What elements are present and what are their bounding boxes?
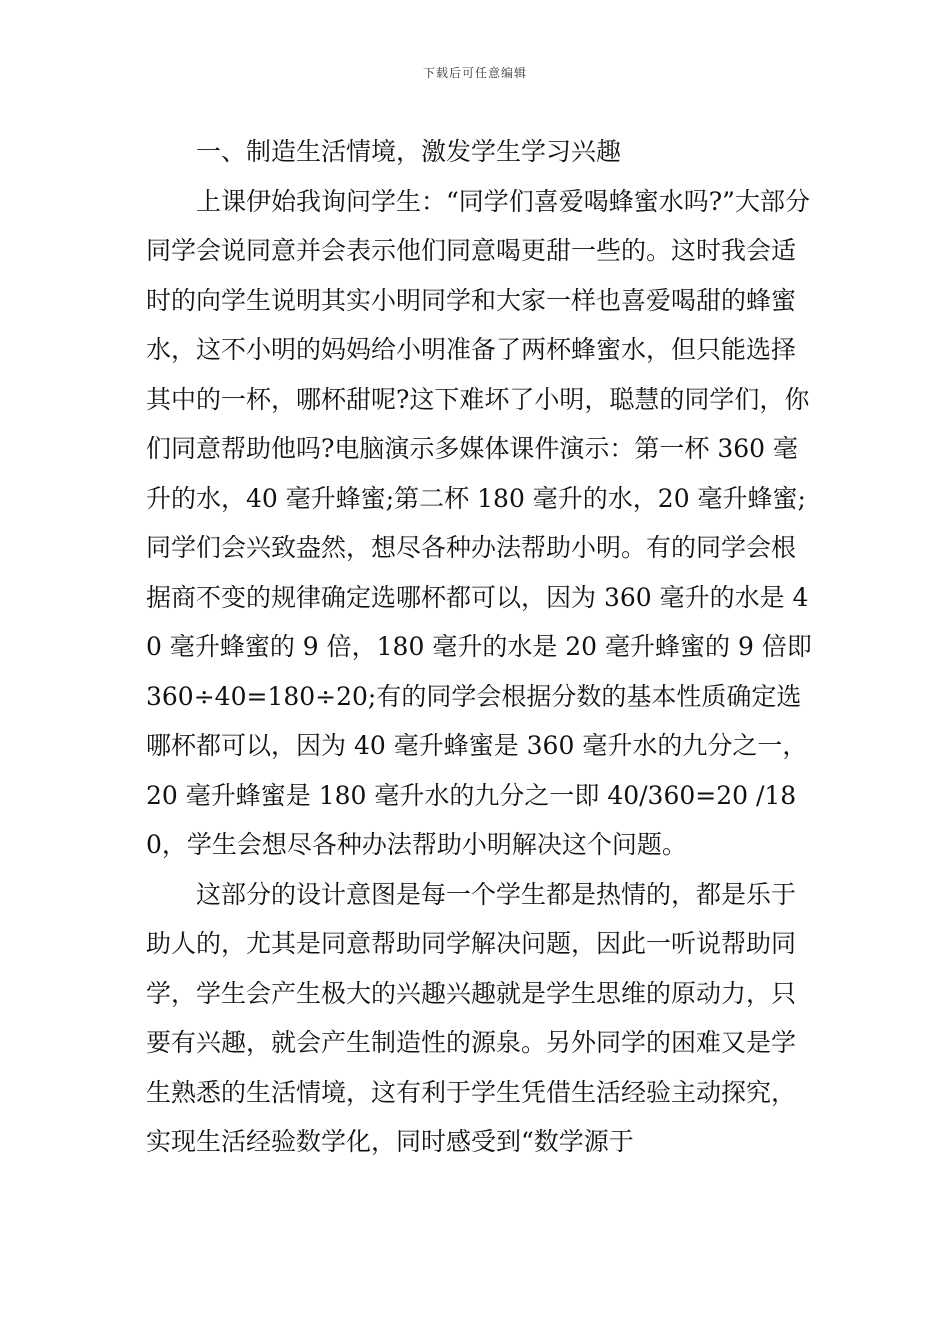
- document-body: [146, 127, 814, 1167]
- paragraph-2: 这部分的设计意图是每一个学生都是热情的，都是乐于助人的，尤其是同意帮助同学解决问题，因此一听说帮助同学，学生会产生极大的兴趣兴趣就是学生思维的原动力，只要有兴趣，就会产生制造性的源泉。另外同学的困难又是学生熟悉的生活情境，这有利于学生凭借生活经验主动探究，实现生活经验数学化，同时感受到“数学源于: [146, 879, 797, 1156]
- section-heading: 一、制造生活情境，激发学生学习兴趣: [196, 137, 622, 166]
- paragraph-1: 上课伊始我询问学生：“同学们喜爱喝蜂蜜水吗?”大部分同学会说同意并会表示他们同意喝更甜一些的。这时我会适时的向学生说明其实小明同学和大家一样也喜爱喝甜的蜂蜜水，这不小明的妈妈给小明准备了两杯蜂蜜水，但只能选择其中的一杯，哪杯甜呢?这下难坏了小明，聪慧的同学们，你们同意帮助他吗?电脑演示多媒体课件演示：第一杯 360 毫升的水，40 毫升蜂蜜;第二杯 180 毫升的水，20 毫升蜂蜜;同学们会兴致盎然，想尽各种办法帮助小明。有的同学会根据商不变的规律确定选哪杯都可以，因为 360 毫升的水是 40 毫升蜂蜜的 9 倍，180 毫升的水是 20 毫升蜂蜜的 9 倍即 360÷40=180÷20;有的同学会根据分数的基本性质确定选哪杯都可以，因为 40 毫升蜂蜜是 360 毫升水的九分之一，20 毫升蜂蜜是 180 毫升水的九分之一即 40/360=20 /180，学生会想尽各种办法帮助小明解决这个问题。: [146, 186, 812, 859]
- page-header: 下载后可任意编辑: [422, 66, 527, 80]
